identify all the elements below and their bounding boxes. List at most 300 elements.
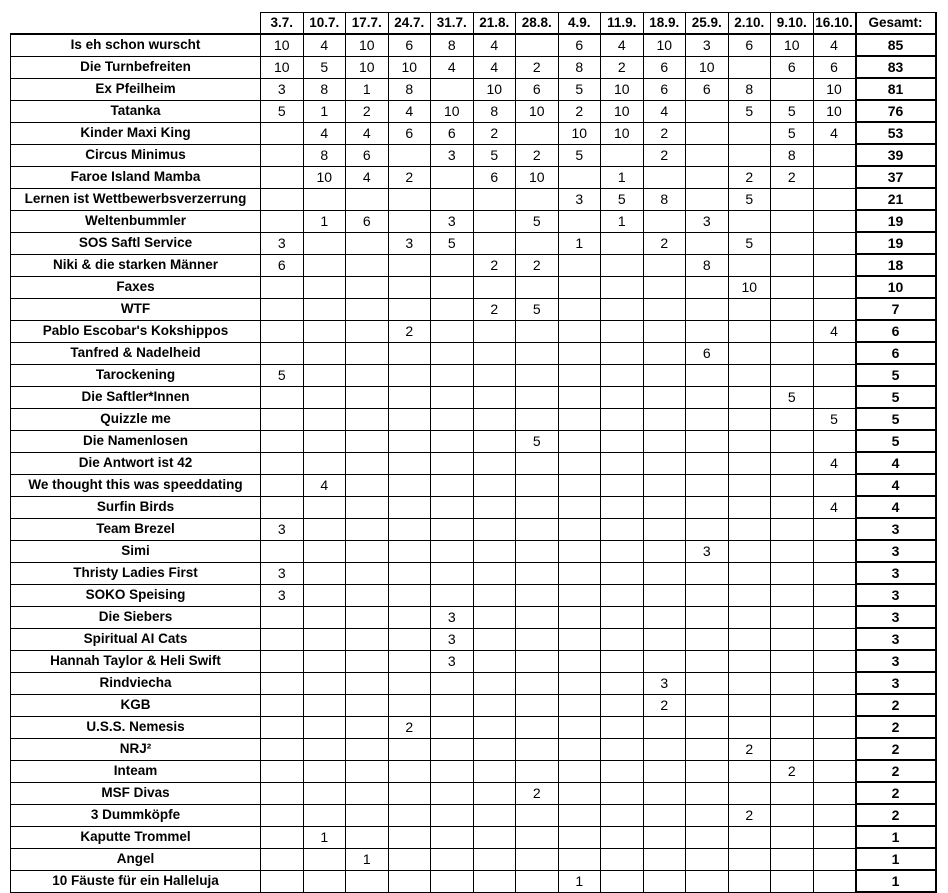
score-cell[interactable]	[261, 430, 304, 452]
score-cell[interactable]: 3	[388, 232, 431, 254]
score-cell[interactable]	[771, 826, 814, 848]
total-cell[interactable]: 3	[856, 628, 936, 650]
score-cell[interactable]: 6	[643, 56, 686, 78]
score-cell[interactable]	[388, 650, 431, 672]
total-cell[interactable]: 53	[856, 122, 936, 144]
score-cell[interactable]: 5	[813, 408, 856, 430]
team-name-cell[interactable]: Hannah Taylor & Heli Swift	[11, 650, 261, 672]
total-cell[interactable]: 2	[856, 760, 936, 782]
score-cell[interactable]: 10	[516, 166, 559, 188]
total-cell[interactable]: 85	[856, 34, 936, 56]
score-cell[interactable]	[601, 342, 644, 364]
score-cell[interactable]	[388, 628, 431, 650]
score-cell[interactable]	[771, 628, 814, 650]
score-cell[interactable]	[388, 782, 431, 804]
score-cell[interactable]: 4	[303, 474, 346, 496]
score-cell[interactable]	[643, 628, 686, 650]
score-cell[interactable]	[686, 870, 729, 892]
score-cell[interactable]	[346, 320, 389, 342]
score-cell[interactable]	[473, 760, 516, 782]
score-cell[interactable]	[601, 716, 644, 738]
score-cell[interactable]	[643, 518, 686, 540]
score-cell[interactable]	[346, 540, 389, 562]
score-cell[interactable]	[601, 826, 644, 848]
score-cell[interactable]	[601, 760, 644, 782]
score-cell[interactable]	[431, 78, 474, 100]
score-cell[interactable]	[728, 694, 771, 716]
score-cell[interactable]	[516, 34, 559, 56]
score-cell[interactable]: 5	[516, 430, 559, 452]
score-cell[interactable]	[813, 276, 856, 298]
score-cell[interactable]	[601, 496, 644, 518]
score-cell[interactable]	[686, 672, 729, 694]
score-cell[interactable]	[473, 430, 516, 452]
score-cell[interactable]	[473, 474, 516, 496]
score-cell[interactable]: 10	[516, 100, 559, 122]
score-cell[interactable]: 4	[643, 100, 686, 122]
score-cell[interactable]	[558, 584, 601, 606]
team-name-cell[interactable]: Thristy Ladies First	[11, 562, 261, 584]
score-cell[interactable]	[558, 782, 601, 804]
score-cell[interactable]: 4	[813, 320, 856, 342]
score-cell[interactable]	[516, 760, 559, 782]
score-cell[interactable]	[686, 276, 729, 298]
team-name-cell[interactable]: NRJ²	[11, 738, 261, 760]
total-cell[interactable]: 6	[856, 342, 936, 364]
score-cell[interactable]	[686, 298, 729, 320]
score-cell[interactable]	[771, 650, 814, 672]
score-cell[interactable]	[431, 342, 474, 364]
score-cell[interactable]	[303, 738, 346, 760]
team-name-cell[interactable]: Die Turnbefreiten	[11, 56, 261, 78]
score-cell[interactable]	[643, 298, 686, 320]
score-cell[interactable]	[686, 386, 729, 408]
score-cell[interactable]: 3	[643, 672, 686, 694]
score-cell[interactable]	[728, 760, 771, 782]
score-cell[interactable]: 6	[346, 144, 389, 166]
score-cell[interactable]	[643, 342, 686, 364]
score-cell[interactable]: 8	[728, 78, 771, 100]
score-cell[interactable]	[813, 232, 856, 254]
score-cell[interactable]: 1	[601, 166, 644, 188]
score-cell[interactable]	[686, 408, 729, 430]
team-name-cell[interactable]: Faxes	[11, 276, 261, 298]
score-cell[interactable]	[601, 628, 644, 650]
score-cell[interactable]: 2	[643, 232, 686, 254]
score-cell[interactable]	[388, 276, 431, 298]
score-cell[interactable]	[643, 254, 686, 276]
score-cell[interactable]	[346, 496, 389, 518]
score-cell[interactable]	[303, 496, 346, 518]
score-cell[interactable]: 10	[601, 78, 644, 100]
score-cell[interactable]	[643, 760, 686, 782]
score-cell[interactable]: 10	[261, 56, 304, 78]
score-cell[interactable]: 3	[431, 606, 474, 628]
score-cell[interactable]	[431, 188, 474, 210]
score-cell[interactable]	[261, 298, 304, 320]
score-cell[interactable]	[601, 694, 644, 716]
total-cell[interactable]: 2	[856, 694, 936, 716]
score-cell[interactable]: 6	[558, 34, 601, 56]
score-cell[interactable]: 4	[813, 122, 856, 144]
score-cell[interactable]	[643, 540, 686, 562]
score-cell[interactable]	[346, 694, 389, 716]
score-cell[interactable]	[558, 408, 601, 430]
score-cell[interactable]	[601, 518, 644, 540]
score-cell[interactable]	[473, 408, 516, 430]
score-cell[interactable]: 10	[558, 122, 601, 144]
score-cell[interactable]	[346, 364, 389, 386]
score-cell[interactable]	[261, 826, 304, 848]
score-cell[interactable]	[558, 518, 601, 540]
score-cell[interactable]: 2	[771, 760, 814, 782]
team-name-cell[interactable]: Weltenbummler	[11, 210, 261, 232]
score-cell[interactable]	[728, 298, 771, 320]
score-cell[interactable]	[346, 386, 389, 408]
total-cell[interactable]: 4	[856, 496, 936, 518]
score-cell[interactable]	[473, 804, 516, 826]
score-cell[interactable]	[558, 804, 601, 826]
team-name-cell[interactable]: Ex Pfeilheim	[11, 78, 261, 100]
score-cell[interactable]	[261, 606, 304, 628]
score-cell[interactable]: 6	[516, 78, 559, 100]
score-cell[interactable]	[431, 694, 474, 716]
score-cell[interactable]	[771, 848, 814, 870]
score-cell[interactable]	[643, 782, 686, 804]
score-cell[interactable]	[261, 628, 304, 650]
team-name-cell[interactable]: We thought this was speeddating	[11, 474, 261, 496]
score-cell[interactable]	[771, 496, 814, 518]
score-cell[interactable]	[346, 276, 389, 298]
score-cell[interactable]	[771, 430, 814, 452]
score-cell[interactable]	[813, 166, 856, 188]
score-cell[interactable]: 4	[303, 34, 346, 56]
score-cell[interactable]: 10	[643, 34, 686, 56]
score-cell[interactable]	[388, 870, 431, 892]
score-cell[interactable]	[558, 166, 601, 188]
score-cell[interactable]: 2	[558, 100, 601, 122]
score-cell[interactable]	[346, 408, 389, 430]
score-cell[interactable]	[728, 540, 771, 562]
score-cell[interactable]	[686, 100, 729, 122]
score-cell[interactable]: 3	[686, 210, 729, 232]
score-cell[interactable]	[516, 232, 559, 254]
score-cell[interactable]	[771, 584, 814, 606]
score-cell[interactable]	[601, 804, 644, 826]
date-header-cell[interactable]: 16.10.	[813, 13, 856, 35]
score-cell[interactable]	[558, 496, 601, 518]
score-cell[interactable]	[771, 276, 814, 298]
score-cell[interactable]	[686, 826, 729, 848]
total-cell[interactable]: 37	[856, 166, 936, 188]
score-cell[interactable]	[601, 144, 644, 166]
score-cell[interactable]	[601, 738, 644, 760]
score-cell[interactable]	[686, 760, 729, 782]
score-cell[interactable]	[771, 188, 814, 210]
total-cell[interactable]: 3	[856, 518, 936, 540]
score-cell[interactable]	[303, 848, 346, 870]
score-cell[interactable]	[431, 474, 474, 496]
score-cell[interactable]	[686, 848, 729, 870]
team-name-cell[interactable]: SOS Saftl Service	[11, 232, 261, 254]
team-name-cell[interactable]: Team Brezel	[11, 518, 261, 540]
score-cell[interactable]	[516, 364, 559, 386]
score-cell[interactable]: 10	[346, 34, 389, 56]
total-cell[interactable]: 5	[856, 430, 936, 452]
score-cell[interactable]	[558, 760, 601, 782]
score-cell[interactable]	[601, 298, 644, 320]
total-cell[interactable]: 3	[856, 606, 936, 628]
score-cell[interactable]	[601, 870, 644, 892]
score-cell[interactable]: 2	[516, 144, 559, 166]
score-cell[interactable]	[346, 738, 389, 760]
score-cell[interactable]	[558, 628, 601, 650]
score-cell[interactable]	[728, 430, 771, 452]
score-cell[interactable]: 2	[728, 166, 771, 188]
date-header-cell[interactable]: 21.8.	[473, 13, 516, 35]
score-cell[interactable]: 2	[771, 166, 814, 188]
score-cell[interactable]	[303, 672, 346, 694]
score-cell[interactable]	[771, 518, 814, 540]
score-cell[interactable]: 8	[558, 56, 601, 78]
score-cell[interactable]	[686, 122, 729, 144]
score-cell[interactable]: 3	[261, 584, 304, 606]
score-cell[interactable]	[813, 848, 856, 870]
score-cell[interactable]	[771, 364, 814, 386]
score-cell[interactable]	[303, 540, 346, 562]
team-name-cell[interactable]: Tatanka	[11, 100, 261, 122]
score-cell[interactable]: 10	[813, 100, 856, 122]
score-cell[interactable]	[473, 826, 516, 848]
score-cell[interactable]	[771, 474, 814, 496]
score-cell[interactable]	[558, 826, 601, 848]
score-cell[interactable]	[303, 342, 346, 364]
score-cell[interactable]	[643, 210, 686, 232]
score-cell[interactable]	[813, 782, 856, 804]
date-header-cell[interactable]: 28.8.	[516, 13, 559, 35]
team-name-cell[interactable]: 10 Fäuste für ein Halleluja	[11, 870, 261, 892]
team-name-cell[interactable]: Die Antwort ist 42	[11, 452, 261, 474]
score-cell[interactable]	[431, 430, 474, 452]
score-cell[interactable]	[346, 826, 389, 848]
total-cell[interactable]: 5	[856, 364, 936, 386]
score-cell[interactable]: 5	[771, 100, 814, 122]
score-cell[interactable]	[388, 452, 431, 474]
score-cell[interactable]	[813, 474, 856, 496]
score-cell[interactable]	[728, 628, 771, 650]
score-cell[interactable]	[771, 210, 814, 232]
score-cell[interactable]	[516, 276, 559, 298]
score-cell[interactable]: 2	[601, 56, 644, 78]
score-cell[interactable]	[303, 320, 346, 342]
score-cell[interactable]	[813, 694, 856, 716]
score-cell[interactable]: 6	[473, 166, 516, 188]
score-cell[interactable]: 3	[261, 232, 304, 254]
score-cell[interactable]: 2	[516, 254, 559, 276]
score-cell[interactable]	[516, 562, 559, 584]
team-name-cell[interactable]: Angel	[11, 848, 261, 870]
score-cell[interactable]	[813, 144, 856, 166]
score-cell[interactable]	[643, 716, 686, 738]
date-header-cell[interactable]: 24.7.	[388, 13, 431, 35]
score-cell[interactable]	[516, 694, 559, 716]
score-cell[interactable]	[346, 870, 389, 892]
score-cell[interactable]	[771, 232, 814, 254]
score-cell[interactable]	[813, 870, 856, 892]
score-cell[interactable]: 6	[261, 254, 304, 276]
score-cell[interactable]	[431, 518, 474, 540]
score-cell[interactable]: 2	[473, 254, 516, 276]
total-cell[interactable]: 2	[856, 782, 936, 804]
score-cell[interactable]	[686, 496, 729, 518]
score-cell[interactable]: 3	[431, 628, 474, 650]
score-cell[interactable]: 2	[473, 298, 516, 320]
score-cell[interactable]	[601, 474, 644, 496]
score-cell[interactable]	[686, 716, 729, 738]
team-name-cell[interactable]: 3 Dummköpfe	[11, 804, 261, 826]
team-name-cell[interactable]: Tanfred & Nadelheid	[11, 342, 261, 364]
score-cell[interactable]: 6	[388, 122, 431, 144]
score-cell[interactable]: 5	[431, 232, 474, 254]
score-cell[interactable]	[261, 496, 304, 518]
score-cell[interactable]	[346, 804, 389, 826]
score-cell[interactable]: 4	[601, 34, 644, 56]
score-cell[interactable]	[771, 298, 814, 320]
score-cell[interactable]	[516, 628, 559, 650]
score-cell[interactable]: 2	[388, 166, 431, 188]
score-cell[interactable]	[431, 386, 474, 408]
score-cell[interactable]	[728, 848, 771, 870]
score-cell[interactable]	[261, 716, 304, 738]
score-cell[interactable]	[813, 716, 856, 738]
score-cell[interactable]	[771, 606, 814, 628]
score-cell[interactable]	[431, 826, 474, 848]
score-cell[interactable]	[643, 650, 686, 672]
score-cell[interactable]	[431, 298, 474, 320]
score-cell[interactable]	[813, 650, 856, 672]
score-cell[interactable]: 2	[516, 782, 559, 804]
score-cell[interactable]: 5	[516, 210, 559, 232]
score-cell[interactable]	[516, 826, 559, 848]
score-cell[interactable]	[643, 474, 686, 496]
score-cell[interactable]: 2	[643, 122, 686, 144]
score-cell[interactable]	[261, 672, 304, 694]
score-cell[interactable]: 5	[771, 386, 814, 408]
score-cell[interactable]	[473, 540, 516, 562]
score-cell[interactable]	[388, 826, 431, 848]
total-cell[interactable]: 76	[856, 100, 936, 122]
score-cell[interactable]: 6	[346, 210, 389, 232]
total-cell[interactable]: 81	[856, 78, 936, 100]
score-cell[interactable]	[601, 452, 644, 474]
score-cell[interactable]: 1	[558, 232, 601, 254]
score-cell[interactable]	[346, 430, 389, 452]
score-cell[interactable]	[686, 804, 729, 826]
date-header-cell[interactable]: 31.7.	[431, 13, 474, 35]
score-cell[interactable]	[813, 518, 856, 540]
score-cell[interactable]: 2	[728, 738, 771, 760]
score-cell[interactable]	[728, 782, 771, 804]
score-cell[interactable]	[473, 562, 516, 584]
score-cell[interactable]	[261, 166, 304, 188]
score-cell[interactable]: 2	[728, 804, 771, 826]
score-cell[interactable]	[771, 870, 814, 892]
score-cell[interactable]	[686, 738, 729, 760]
team-name-cell[interactable]: U.S.S. Nemesis	[11, 716, 261, 738]
score-cell[interactable]	[643, 386, 686, 408]
score-cell[interactable]	[728, 474, 771, 496]
score-cell[interactable]: 2	[388, 716, 431, 738]
score-cell[interactable]	[303, 386, 346, 408]
score-cell[interactable]	[388, 540, 431, 562]
score-cell[interactable]	[771, 320, 814, 342]
score-cell[interactable]	[813, 364, 856, 386]
score-cell[interactable]	[601, 606, 644, 628]
score-cell[interactable]	[303, 518, 346, 540]
score-cell[interactable]	[558, 694, 601, 716]
score-cell[interactable]: 5	[728, 188, 771, 210]
score-cell[interactable]	[346, 716, 389, 738]
score-cell[interactable]	[643, 320, 686, 342]
score-cell[interactable]: 3	[261, 562, 304, 584]
score-cell[interactable]	[686, 628, 729, 650]
score-cell[interactable]	[686, 562, 729, 584]
score-cell[interactable]: 10	[601, 122, 644, 144]
score-cell[interactable]	[813, 606, 856, 628]
score-cell[interactable]	[303, 606, 346, 628]
score-cell[interactable]	[601, 782, 644, 804]
score-cell[interactable]	[558, 474, 601, 496]
team-name-cell[interactable]: Simi	[11, 540, 261, 562]
score-cell[interactable]	[388, 694, 431, 716]
score-cell[interactable]	[261, 408, 304, 430]
score-cell[interactable]	[261, 694, 304, 716]
team-name-cell[interactable]: MSF Divas	[11, 782, 261, 804]
score-cell[interactable]	[473, 320, 516, 342]
score-cell[interactable]	[431, 738, 474, 760]
score-cell[interactable]	[261, 320, 304, 342]
total-cell[interactable]: 83	[856, 56, 936, 78]
score-cell[interactable]: 3	[261, 518, 304, 540]
date-header-cell[interactable]: 9.10.	[771, 13, 814, 35]
score-cell[interactable]	[261, 738, 304, 760]
score-cell[interactable]	[558, 716, 601, 738]
score-cell[interactable]: 6	[728, 34, 771, 56]
score-cell[interactable]	[813, 430, 856, 452]
score-cell[interactable]	[601, 320, 644, 342]
score-cell[interactable]	[473, 870, 516, 892]
score-cell[interactable]	[601, 430, 644, 452]
score-cell[interactable]	[558, 430, 601, 452]
score-cell[interactable]: 3	[431, 144, 474, 166]
score-cell[interactable]: 1	[303, 100, 346, 122]
score-cell[interactable]: 8	[303, 144, 346, 166]
score-cell[interactable]: 3	[431, 650, 474, 672]
score-cell[interactable]	[473, 628, 516, 650]
score-cell[interactable]	[813, 210, 856, 232]
score-cell[interactable]	[303, 188, 346, 210]
score-cell[interactable]	[346, 232, 389, 254]
score-cell[interactable]	[388, 254, 431, 276]
score-cell[interactable]	[686, 320, 729, 342]
score-cell[interactable]	[813, 628, 856, 650]
score-cell[interactable]	[728, 386, 771, 408]
score-cell[interactable]	[388, 518, 431, 540]
score-cell[interactable]: 10	[601, 100, 644, 122]
score-cell[interactable]	[558, 276, 601, 298]
team-name-cell[interactable]: Is eh schon wurscht	[11, 34, 261, 56]
score-cell[interactable]: 8	[473, 100, 516, 122]
